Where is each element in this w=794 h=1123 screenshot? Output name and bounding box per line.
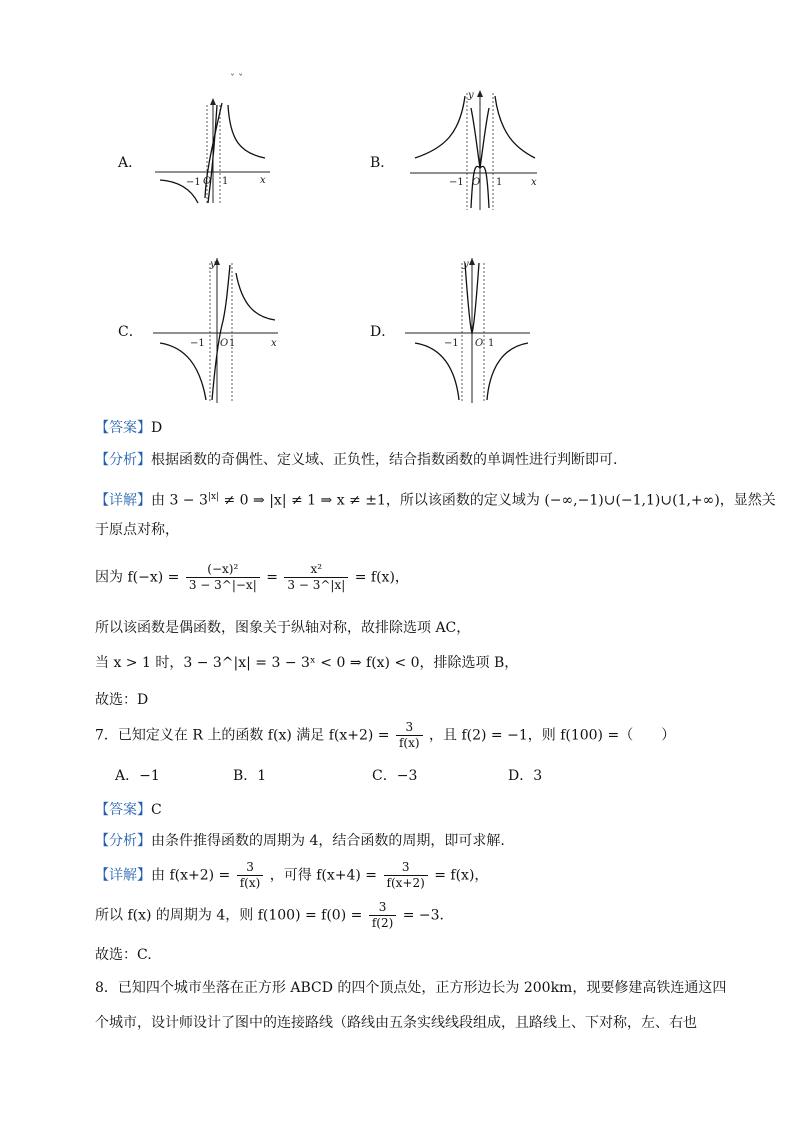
q6-detail1-sup: |x|	[207, 492, 220, 502]
q6-detail-line5: 当 x > 1 时，3 − 3^|x| = 3 − 3ˣ < 0 ⇒ f(x) < 0，排除选项 B，	[95, 655, 519, 671]
option-c-label: C．	[118, 324, 143, 340]
q8-line1: 8．已知四个城市坐落在正方形 ABCD 的四个顶点处，正方形边长为 200km，现要修建高铁连通这四	[95, 980, 727, 996]
q7-answer-line: 【答案】C	[95, 802, 162, 818]
graph-b-neg1: −1	[449, 177, 464, 188]
q7-choice-d: D．3	[508, 768, 543, 784]
option-b-label: B．	[370, 155, 395, 171]
graph-c-neg1: −1	[190, 338, 205, 349]
q6-detail1-a: 由 3 − 3	[151, 492, 208, 509]
graph-b-origin: O	[472, 177, 481, 188]
q6-analysis-line	[95, 450, 617, 470]
q7-choice-c: C．−3	[372, 768, 418, 784]
graph-b-x: x	[531, 177, 537, 188]
graph-d-pos1: 1	[488, 338, 495, 349]
q6-detail-line1	[95, 487, 776, 511]
q6-detail-line2	[95, 520, 179, 540]
q7-stem: 7．已知定义在 R 上的函数 f(x) 满足 f(x+2) = $\frac{3}{f(x)}$ ，且 f(2) = −1，则 f(100) =（ ）	[95, 720, 676, 750]
graph-c-origin: O	[220, 338, 229, 349]
q6-conclusion: 故选：D	[95, 692, 149, 708]
q6-detail2: 于原点对称，	[95, 522, 179, 538]
graph-d-origin: O	[475, 338, 484, 349]
graph-a-origin: O	[203, 176, 212, 187]
q7-detail-line2: 所以 f(x) 的周期为 4，则 f(100) = f(0) = $\frac{3}{f(2)}$ = −3．	[95, 900, 454, 930]
q7-conclusion: 故选：C.	[95, 947, 152, 963]
graph-a-x: x	[260, 175, 266, 186]
graph-a-pos1: 1	[222, 176, 229, 187]
q6-analysis: 根据函数的奇偶性、定义域、正负性，结合指数函数的单调性进行判断即可.	[151, 452, 618, 468]
option-d-label: D．	[370, 324, 396, 340]
graph-c-x: x	[271, 338, 277, 349]
q7-detail-line1: 【详解】由 f(x+2) = $\frac{3}{f(x)}$ ，可得 f(x+4) = $\frac{3}{f(x+2)}$ = f(x)，	[95, 860, 489, 890]
graph-d	[400, 255, 535, 405]
detail-tag: 【详解】	[95, 492, 151, 509]
q6-answer-line	[95, 418, 162, 438]
q8-line2: 个城市，设计师设计了图中的连接路线（路线由五条实线线段组成，且路线上、下对称，左、右也	[95, 1015, 697, 1031]
graph-b-y: y	[468, 90, 474, 101]
graph-c	[150, 255, 285, 405]
q6-detail3-pre: 因为 f(−x) =	[95, 569, 180, 586]
q6-detail-line4: 所以该函数是偶函数，图象关于纵轴对称，故排除选项 AC，	[95, 620, 471, 636]
q7-answer: C	[151, 802, 162, 818]
top-mark: ˇ ˇ	[230, 74, 244, 85]
q6-answer: D	[151, 420, 163, 436]
option-a-label: A．	[118, 155, 143, 171]
graph-a	[150, 95, 275, 205]
graph-c-pos1: 1	[229, 338, 236, 349]
graph-c-y: y	[210, 259, 216, 270]
q7-stem-frac: $\frac{3}{f(x)}$	[396, 720, 423, 751]
graph-d-neg1: −1	[444, 338, 459, 349]
q7-choice-b: B．1	[233, 768, 267, 784]
q7-choice-a: A．−1	[115, 768, 160, 784]
analysis-tag: 【分析】	[95, 452, 151, 468]
q6-frac2: $\frac{\text{x²}}{3 - 3\^{}|x|}$	[284, 562, 348, 593]
q6-detail-line3: 因为 f(−x) = $\frac{\text{(−x)²}}{3 - 3\^{}|-x|}$ = $\frac{\text{x²}}{3 - 3\^{}|x|}$ = f(x)，	[95, 562, 409, 592]
q6-frac1: $\frac{\text{(−x)²}}{3 - 3\^{}|-x|}$	[186, 562, 260, 593]
graph-a-neg1: −1	[186, 177, 201, 188]
graph-b-pos1: 1	[496, 177, 503, 188]
q7-analysis-line: 【分析】由条件推得函数的周期为 4，结合函数的周期，即可求解.	[95, 833, 505, 849]
graph-b	[405, 88, 540, 213]
q6-detail1-b: ≠ 0 ⇒ |x| ≠ 1 ⇒ x ≠ ±1，所以该函数的定义域为 (−∞,−1)∪(−1,1)∪(1,+∞)，显然关	[219, 492, 776, 509]
answer-tag: 【答案】	[95, 420, 151, 436]
graph-d-y: y	[463, 259, 469, 270]
